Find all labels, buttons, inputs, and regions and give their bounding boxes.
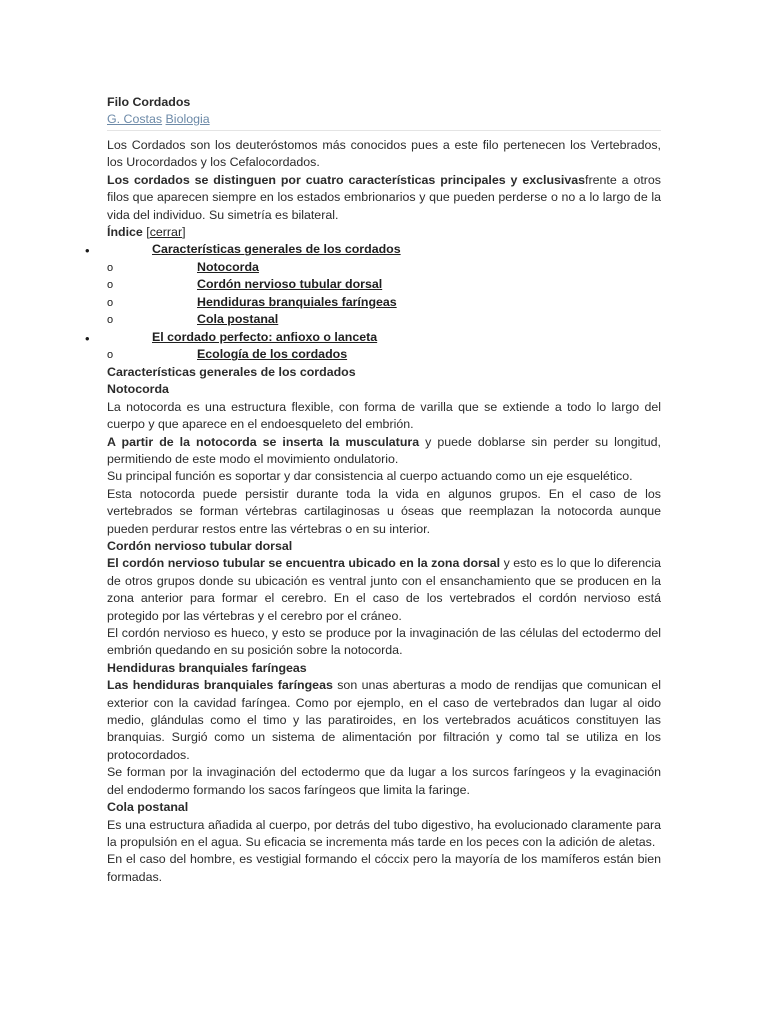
notocorda-paragraph-3: Su principal función es soportar y dar consistencia al cuerpo actuando como un eje esquelético. xyxy=(107,469,633,484)
section-heading-hendiduras: Hendiduras branquiales faríngeas xyxy=(107,660,307,675)
toc-item-cola[interactable] xyxy=(107,311,661,329)
index-list xyxy=(85,241,661,364)
section-heading-general: Características generales de los cordados xyxy=(107,364,356,379)
toc-link[interactable]: Características generales de los cordados xyxy=(152,242,401,257)
hendiduras-text: son unas aberturas a modo de rendijas que comunican el exterior con la cavidad faríngea. Como por ejemplo, en el caso de vertebrados dan lugar al oido medio, glándulas como el timo y las paratiroides, en los vertebrados acuáticos constituyen las branquias. Surgió como un sistema de alimentación por filtración y como tal se utiliza en los protocordados. xyxy=(107,678,661,762)
toc-item-ecologia[interactable] xyxy=(107,346,661,364)
document-page xyxy=(85,94,662,886)
circle-bullet-icon: o xyxy=(107,261,114,274)
toc-link[interactable]: Hendiduras branquiales faríngeas xyxy=(197,294,397,309)
intro-paragraph-1: Los Cordados son los deuteróstomos más conocidos pues a este filo pertenecen los Vertebrados, los Urocordados y los Cefalocordados. xyxy=(107,138,661,170)
index-toggle-link[interactable]: cerrar xyxy=(149,225,183,240)
notocorda-paragraph-4: Esta notocorda puede persistir durante toda la vida en algunos grupos. En el caso de los vertebrados se forman vértebras cartilaginosas u óseas que reemplazan la notocorda aunque pueden perdurar restos entre las vértebras o en su interior. xyxy=(107,486,661,536)
notocorda-bold-text: A partir de la notocorda se inserta la musculatura xyxy=(107,434,420,449)
document-title: Filo Cordados xyxy=(107,95,191,109)
hendiduras-paragraph-1 xyxy=(107,677,661,764)
cordon-paragraph-1 xyxy=(107,555,661,625)
index-header xyxy=(107,224,661,241)
toc-link[interactable]: El cordado perfecto: anfioxo o lanceta xyxy=(152,329,378,344)
cordon-text: y esto es lo que lo diferencia de otros grupos donde su ubicación es ventral junto con el ensanchamiento que se producen en la zona anterior para formar el cerebro. En el caso de los vertebrados el cordón nervioso está protegido por las vértebras y el cerebro por el cráneo. xyxy=(107,556,661,623)
toc-item-cordado-perfecto[interactable] xyxy=(85,329,661,347)
circle-bullet-icon: o xyxy=(107,314,114,327)
byline xyxy=(107,111,661,131)
bullet-icon: • xyxy=(85,330,90,346)
cordon-bold-text: El cordón nervioso tubular se encuentra ubicado en la zona dorsal xyxy=(107,556,501,571)
section-heading-cola: Cola postanal xyxy=(107,800,189,815)
category-link[interactable]: Biologia xyxy=(165,112,210,126)
cola-paragraph-1: Es una estructura añadida al cuerpo, por detrás del tubo digestivo, ha evolucionado claramente para la propulsión en el agua. Su eficacia se incrementa más tarde en los peces con la adición de aletas. xyxy=(107,817,661,849)
notocorda-text: y puede doblarse sin perder su longitud, permitiendo de este modo el movimiento ondulatorio. xyxy=(107,434,662,466)
toc-link[interactable]: Cordón nervioso tubular dorsal xyxy=(197,277,383,292)
section-heading-cordon: Cordón nervioso tubular dorsal xyxy=(107,539,293,553)
index-bracket-open: [ xyxy=(146,225,150,240)
intro-bold-text: Los cordados se distinguen por cuatro características principales y exclusivas xyxy=(107,172,586,187)
notocorda-paragraph-2 xyxy=(107,434,661,469)
cordon-paragraph-2: El cordón nervioso es hueco, y esto se produce por la invaginación de las células del ectodermo del embrión quedando en su posición sobre la notocorda. xyxy=(107,626,661,658)
cola-paragraph-2: En el caso del hombre, es vestigial formando el cóccix pero la mayoría de los mamíferos están bien formadas. xyxy=(107,852,661,884)
toc-link[interactable]: Notocorda xyxy=(197,259,259,274)
index-label: Índice xyxy=(107,225,143,240)
index-bracket-close: ] xyxy=(182,225,186,240)
author-link[interactable]: G. Costas xyxy=(107,112,163,126)
notocorda-paragraph-1: La notocorda es una estructura flexible, con forma de varilla que se extiende a todo lo largo del cuerpo y que aparece en el endoesqueleto del embrión. xyxy=(107,399,661,432)
toc-item-cordon[interactable] xyxy=(107,276,661,294)
circle-bullet-icon: o xyxy=(107,296,114,309)
circle-bullet-icon: o xyxy=(107,279,114,292)
toc-item-notocorda[interactable] xyxy=(107,259,661,277)
hendiduras-bold-text: Las hendiduras branquiales faríngeas xyxy=(107,678,333,693)
intro-text: frente a otros filos que aparecen siempre en los estados embrionarios y que pueden perderse o no a lo largo de la vida del individuo. Su simetría es bilateral. xyxy=(107,172,661,222)
section-heading-notocorda: Notocorda xyxy=(107,382,169,397)
toc-item-caracteristicas[interactable] xyxy=(85,241,661,259)
hendiduras-paragraph-2: Se forman por la invaginación del ectodermo que da lugar a los surcos faríngeos y la evaginación del endodermo formando los sacos faríngeos que limita la faringe. xyxy=(107,765,661,797)
toc-link[interactable]: Ecología de los cordados xyxy=(197,347,348,362)
toc-link[interactable]: Cola postanal xyxy=(197,312,279,327)
toc-item-hendiduras[interactable] xyxy=(107,294,661,312)
circle-bullet-icon: o xyxy=(107,349,114,362)
bullet-icon: • xyxy=(85,243,90,259)
intro-paragraph-2 xyxy=(107,172,661,224)
